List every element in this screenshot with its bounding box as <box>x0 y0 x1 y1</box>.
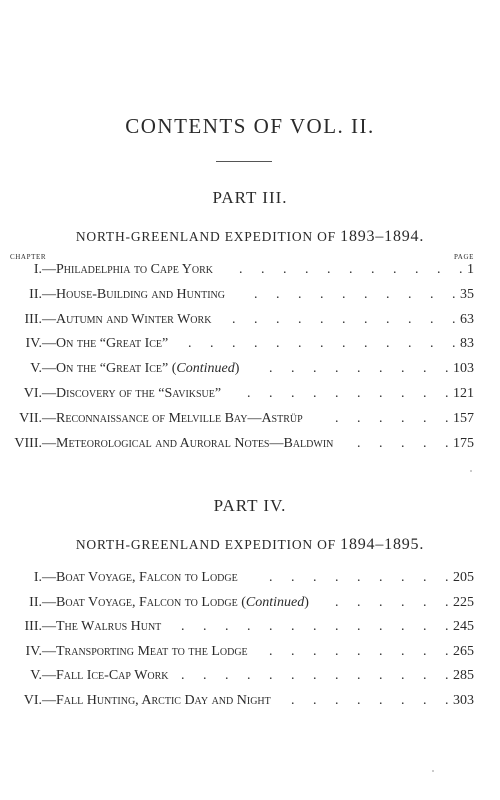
part-heading: PART IV. <box>213 496 287 515</box>
chapter-title <box>42 668 169 684</box>
chapter-title-text: —Fall Ice-Cap Work <box>42 668 169 684</box>
chapter-title <box>42 336 168 352</box>
leader-dots: . . . . . . . . . . . . . <box>181 619 449 635</box>
chapter-number: VIII. <box>14 435 42 451</box>
page-number: 121 <box>453 386 474 401</box>
leader-dots: . . . . . . . . . . . <box>232 311 456 327</box>
expedition-label: NORTH-GREENLAND EXPEDITION OF <box>75 537 336 552</box>
chapter-title-end: ) <box>304 594 309 610</box>
paper-speck <box>470 470 472 472</box>
leader-dots: . . . . . . . . <box>291 693 449 708</box>
chapter-number: I. <box>33 570 42 585</box>
chapter-number: VII. <box>19 410 42 426</box>
chapter-title-italic: Continued <box>245 594 305 610</box>
toc-entry <box>0 287 500 309</box>
chapter-number: II. <box>29 594 42 610</box>
part-heading: PART III. <box>212 188 288 207</box>
toc-entry <box>0 262 500 284</box>
chapter-title-text: —Reconnaissance of Melville Bay—Astrüp <box>42 410 303 426</box>
title-divider <box>216 161 272 162</box>
toc-entry <box>0 668 500 690</box>
page-number: 157 <box>453 410 474 426</box>
chapter-title <box>42 312 211 328</box>
page-column-label: PAGE <box>453 253 474 261</box>
toc-entry <box>0 312 500 334</box>
page-title: CONTENTS OF VOL. II. <box>125 114 375 138</box>
chapter-number: III. <box>24 619 42 635</box>
toc-entry <box>0 619 500 641</box>
page-number: 103 <box>453 361 474 377</box>
chapter-title <box>42 436 333 452</box>
page-number: 225 <box>453 594 474 610</box>
toc-entry <box>0 361 500 383</box>
page-number: 175 <box>453 435 474 451</box>
chapter-title-text: —Autumn and Winter Work <box>42 311 212 327</box>
leader-dots: . . . . . . <box>335 410 449 426</box>
page-number: 303 <box>453 693 474 708</box>
chapter-title-text: —Boat Voyage, Falcon to Lodge ( <box>42 594 246 610</box>
chapter-number: IV. <box>25 643 42 659</box>
leader-dots: . . . . . . <box>335 594 449 610</box>
leader-dots: . . . . . . . . . . . . . <box>181 668 449 684</box>
chapter-title-text: —Philadelphia to Cape York <box>42 262 214 277</box>
chapter-title <box>42 262 213 278</box>
leader-dots: . . . . . . . . . <box>269 570 449 585</box>
chapter-number: VI. <box>23 693 42 708</box>
paper-speck <box>432 770 434 772</box>
chapter-title <box>42 287 225 303</box>
expedition-heading <box>0 228 500 246</box>
leader-dots: . . . . . . . . . . . . . <box>188 336 456 352</box>
page-number: 35 <box>460 286 474 302</box>
chapter-number: V. <box>30 361 42 377</box>
toc-entry <box>0 411 500 433</box>
leader-dots: . . . . . . . . . . . <box>239 262 463 277</box>
expedition-heading <box>0 536 500 554</box>
chapter-title-text: —Transporting Meat to the Lodge <box>42 643 248 659</box>
chapter-title-text: —On the “Great Ice” <box>42 336 169 352</box>
toc-entry <box>0 386 500 408</box>
page-number: 83 <box>460 336 474 352</box>
chapter-title-text: —Discovery of the “Saviksue” <box>42 386 222 401</box>
chapter-title <box>42 361 239 377</box>
leader-dots: . . . . . . . . . . <box>247 386 449 401</box>
page-number: 265 <box>453 643 474 659</box>
chapter-title <box>42 411 303 427</box>
chapter-title <box>42 693 271 709</box>
chapter-title-text: —On the “Great Ice” ( <box>42 361 177 377</box>
toc-entry <box>0 644 500 666</box>
leader-dots: . . . . . . . . . . <box>254 286 456 302</box>
chapter-column-label: CHAPTER <box>10 253 47 261</box>
leader-dots: . . . . . . . . . <box>269 361 449 377</box>
page-number: 285 <box>453 668 474 684</box>
chapter-title-text: —House-Building and Hunting <box>42 286 225 302</box>
expedition-years: 1893–1894. <box>340 228 425 245</box>
toc-entry <box>0 595 500 617</box>
toc-entry <box>0 693 500 715</box>
page-number: 205 <box>453 570 474 585</box>
chapter-number: V. <box>30 668 42 684</box>
expedition-label: NORTH-GREENLAND EXPEDITION OF <box>75 229 336 244</box>
toc-entry <box>0 570 500 592</box>
chapter-number: II. <box>29 286 42 302</box>
chapter-number: III. <box>24 311 42 327</box>
chapter-title-text: —The Walrus Hunt <box>42 619 162 635</box>
leader-dots: . . . . . <box>357 435 449 451</box>
chapter-title-text: —Fall Hunting, Arctic Day and Night <box>42 693 271 708</box>
chapter-title <box>42 644 248 660</box>
leader-dots: . . . . . . . . . <box>269 643 449 659</box>
chapter-number: I. <box>33 262 42 277</box>
chapter-number: IV. <box>25 336 42 352</box>
chapter-title-end: ) <box>234 361 240 377</box>
chapter-title <box>42 619 161 635</box>
chapter-title <box>42 570 238 586</box>
expedition-years: 1894–1895. <box>340 536 425 553</box>
toc-entry <box>0 436 500 458</box>
page-number: 63 <box>460 311 474 327</box>
page-number: 245 <box>453 619 474 635</box>
chapter-title-italic: Continued <box>176 361 235 377</box>
chapter-title-text: —Meteorological and Auroral Notes—Baldwin <box>42 435 334 451</box>
page-number: 1 <box>467 262 474 277</box>
chapter-title <box>42 386 221 402</box>
chapter-number: VI. <box>23 386 42 401</box>
toc-entry <box>0 336 500 358</box>
chapter-title-text: —Boat Voyage, Falcon to Lodge <box>42 570 238 585</box>
chapter-title <box>42 595 309 611</box>
